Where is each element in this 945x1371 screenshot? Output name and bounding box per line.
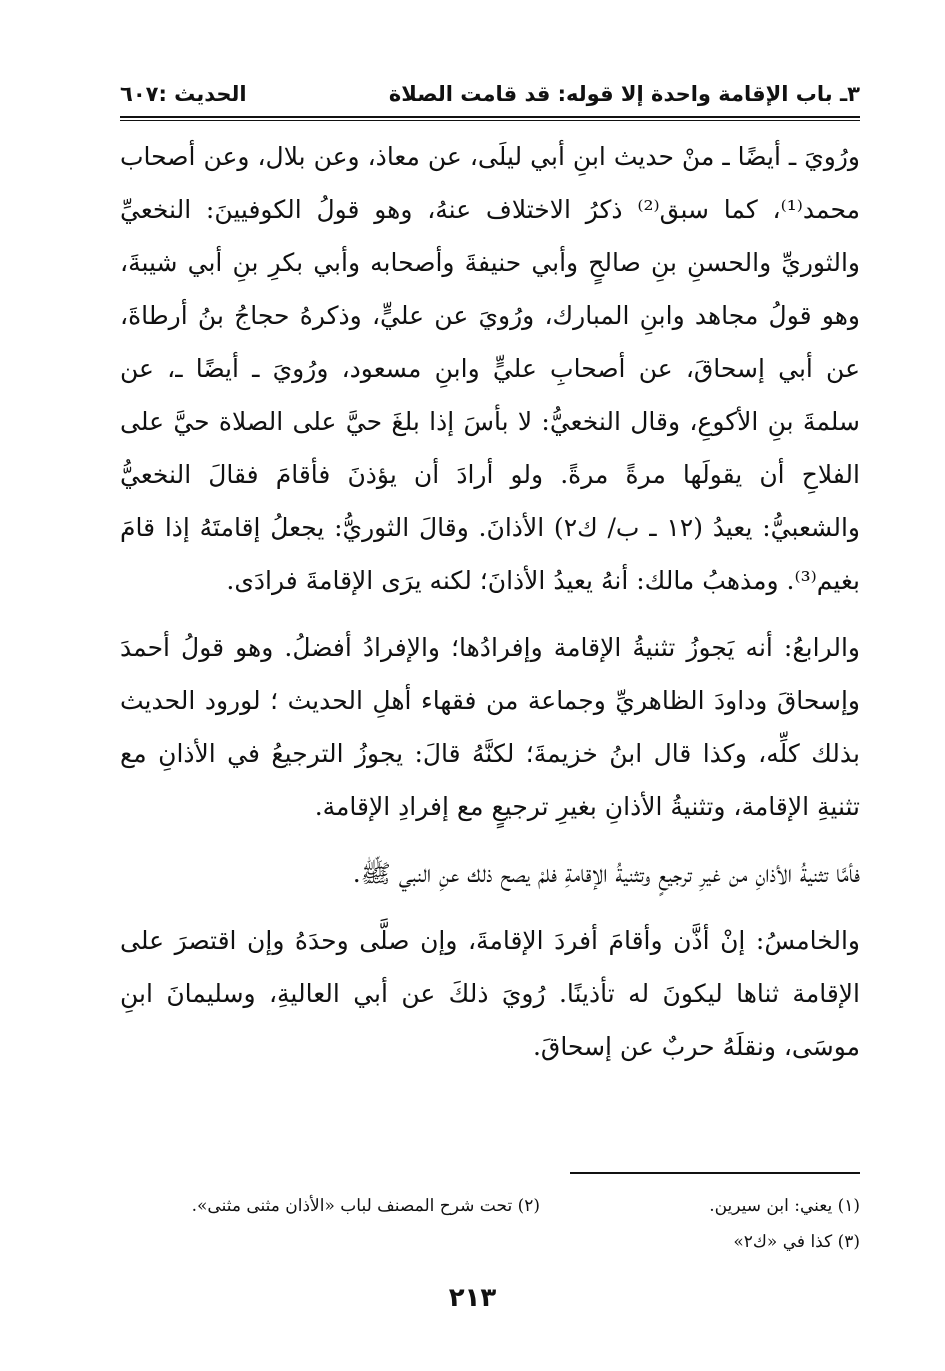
hadith-number: الحديث :٦٠٧ [120, 82, 247, 106]
footnote-divider [570, 1172, 860, 1174]
footnote-1: (١) يعني: ابن سيرين. [709, 1196, 860, 1216]
paragraph-1: ورُويَ ـ أيضًا ـ منْ حديث ابنِ أبي ليلَى، عن معاذ، وعن بلال، وعن أصحاب محمد⁽¹⁾، كما سبق⁽²⁾ ذكرُ الاختلاف عنهُ، وهو قولُ الكوفيينَ: النخعيِّ والثوريِّ والحسنِ بنِ صالحٍ وأبي حنيفةَ وأصحابه وأبي بكرِ بنِ أبي شيبةَ، وهو قولُ مجاهد وابنِ المبارك، ورُويَ عن عليٍّ، وذكرهُ حجاجُ بنُ أرطاةَ، عن أبي إسحاقَ، عن أصحابِ عليٍّ وابنِ مسعود، ورُويَ ـ أيضًا ـ، عن سلمةَ بنِ الأكوعِ، وقال النخعيُّ: لا بأسَ إذا بلغَ حيَّ على الصلاة حيَّ على الفلاحِ أن يقولَها مرةً مرةً. ولو أرادَ أن يؤذنَ فأقامَ فقالَ النخعيُّ والشعبيُّ: يعيدُ (١٢ ـ ب/ ك٢) الأذانَ. وقالَ الثوريُّ: يجعلُ إقامتَهُ إذا قامَ بغيم⁽³⁾. ومذهبُ مالك: أنهُ يعيدُ الأذانَ؛ لكنه يرَى الإقامةَ فرادَى. [120, 142, 860, 595]
footnote-row-2 [120, 1224, 860, 1260]
running-header [120, 80, 860, 116]
footnotes [120, 1188, 860, 1260]
paragraph-4: والخامسُ: إنْ أذَّن وأقامَ أفردَ الإقامةَ، وإن صلَّى وحدَهُ وإن اقتصرَ على الإقامة ثناها ليكونَ له تأذينًا. رُويَ ذلكَ عن أبي العاليةِ، وسليمانَ ابنِ موسَى، ونقلَهُ حربٌ عن إسحاقَ. [120, 926, 860, 1061]
footnote-2: (٢) تحت شرح المصنف لباب «الأذان مثنى مثنى». [191, 1196, 540, 1216]
page-number: ٢١٣ [448, 1283, 497, 1313]
main-text [120, 130, 860, 1073]
chapter-title: ٣ـ باب الإقامة واحدة إلا قوله: قد قامت الصلاة [388, 82, 860, 106]
footnote-3: (٣) كذا في «ك٢» [733, 1232, 860, 1252]
paragraph-2: والرابعُ: أنه يَجوزُ تثنيةُ الإقامة وإفرادُها؛ والإفرادُ أفضلُ. وهو قولُ أحمدَ وإسحاقَ وداودَ الظاهريِّ وجماعة من فقهاء أهلِ الحديث ؛ لورود الحديث بذلك كلِّه، وكذا قال ابنُ خزيمةَ؛ لكنَّهُ قالَ: يجوزُ الترجيعُ في الأذانِ مع تثنيةِ الإقامة، وتثنيةُ الأذانِ بغيرِ ترجيعٍ مع إفرادِ الإقامة. [120, 633, 860, 821]
paragraph-3: فأمَّا تثنيةُ الأذانِ من غيرِ ترجيعٍ وتثنيةُ الإقامةِ فلمْ يصح ذلك عنِ النبي ﷺ. [352, 859, 860, 888]
header-divider [120, 116, 860, 121]
footnote-row-1 [120, 1188, 860, 1224]
